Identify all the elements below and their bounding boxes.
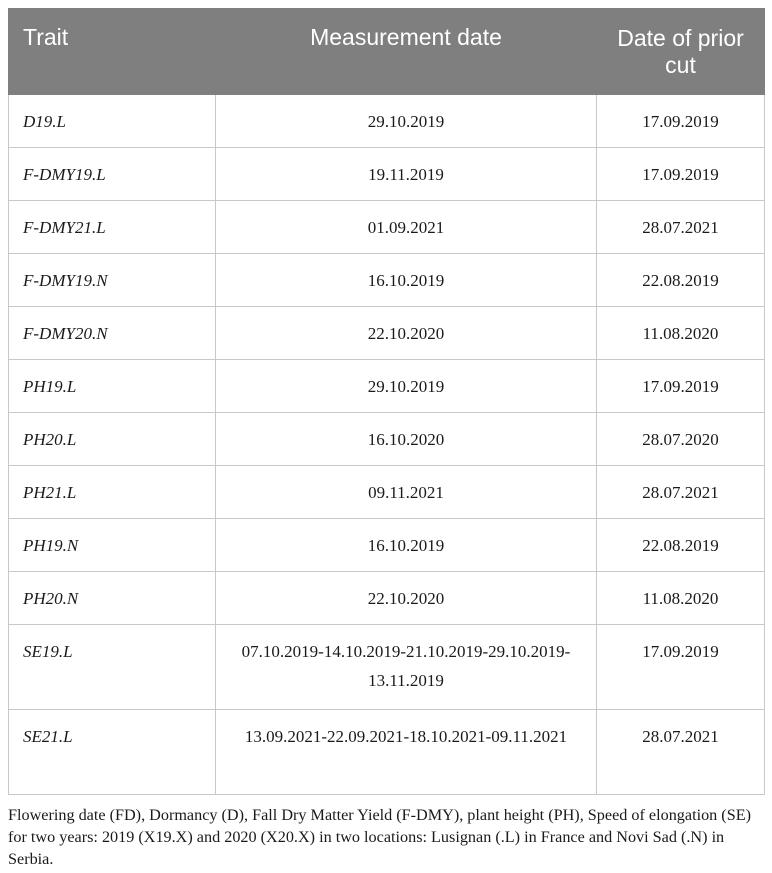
table-row — [9, 625, 765, 710]
table-row — [9, 710, 765, 795]
header-measurement-date: Measurement date — [216, 9, 597, 95]
table-row — [9, 572, 765, 625]
cell-trait: PH19.L — [9, 360, 216, 413]
cell-trait: SE21.L — [9, 710, 216, 795]
cell-prior-cut: 17.09.2019 — [597, 360, 765, 413]
cell-prior-cut: 28.07.2020 — [597, 413, 765, 466]
table-row — [9, 519, 765, 572]
cell-trait: F-DMY21.L — [9, 201, 216, 254]
cell-trait: PH19.N — [9, 519, 216, 572]
cell-measurement-date: 22.10.2020 — [216, 572, 597, 625]
header-row — [9, 9, 765, 95]
cell-trait: SE19.L — [9, 625, 216, 710]
cell-measurement-date: 16.10.2020 — [216, 413, 597, 466]
cell-trait: D19.L — [9, 95, 216, 148]
table-row — [9, 148, 765, 201]
cell-measurement-date: 29.10.2019 — [216, 360, 597, 413]
table-container — [8, 8, 764, 870]
cell-prior-cut: 22.08.2019 — [597, 254, 765, 307]
table-row — [9, 307, 765, 360]
cell-trait: PH20.L — [9, 413, 216, 466]
cell-trait: F-DMY19.N — [9, 254, 216, 307]
cell-prior-cut: 17.09.2019 — [597, 625, 765, 710]
table-footnote: Flowering date (FD), Dormancy (D), Fall Dry Matter Yield (F-DMY), plant height (PH), Speed of elongation (SE) for two years: 2019 (X19.X) and 2020 (X20.X) in two locations: Lusignan (.L) in France and Novi Sad (.N) in Serbia. — [8, 806, 751, 868]
table-row — [9, 360, 765, 413]
cell-prior-cut: 11.08.2020 — [597, 307, 765, 360]
traits-table — [8, 8, 765, 795]
cell-prior-cut: 28.07.2021 — [597, 710, 765, 795]
cell-measurement-date: 13.09.2021-22.09.2021-18.10.2021-09.11.2021 — [216, 710, 597, 795]
cell-measurement-date: 29.10.2019 — [216, 95, 597, 148]
cell-trait: F-DMY20.N — [9, 307, 216, 360]
cell-measurement-date: 16.10.2019 — [216, 519, 597, 572]
table-row — [9, 413, 765, 466]
cell-measurement-date: 07.10.2019-14.10.2019-21.10.2019-29.10.2019-13.11.2019 — [216, 625, 597, 710]
cell-measurement-date: 01.09.2021 — [216, 201, 597, 254]
cell-prior-cut: 11.08.2020 — [597, 572, 765, 625]
cell-measurement-date: 16.10.2019 — [216, 254, 597, 307]
cell-prior-cut: 17.09.2019 — [597, 148, 765, 201]
table-row — [9, 466, 765, 519]
cell-measurement-date: 22.10.2020 — [216, 307, 597, 360]
cell-prior-cut: 28.07.2021 — [597, 201, 765, 254]
table-header — [9, 9, 765, 95]
cell-prior-cut: 22.08.2019 — [597, 519, 765, 572]
table-row — [9, 95, 765, 148]
cell-trait: PH20.N — [9, 572, 216, 625]
cell-measurement-date: 19.11.2019 — [216, 148, 597, 201]
cell-trait: F-DMY19.L — [9, 148, 216, 201]
header-trait: Trait — [9, 9, 216, 95]
header-date-of-prior-cut: Date of prior cut — [597, 9, 765, 95]
cell-trait: PH21.L — [9, 466, 216, 519]
cell-prior-cut: 28.07.2021 — [597, 466, 765, 519]
table-body — [9, 95, 765, 795]
table-row — [9, 254, 765, 307]
cell-measurement-date: 09.11.2021 — [216, 466, 597, 519]
cell-prior-cut: 17.09.2019 — [597, 95, 765, 148]
table-row — [9, 201, 765, 254]
